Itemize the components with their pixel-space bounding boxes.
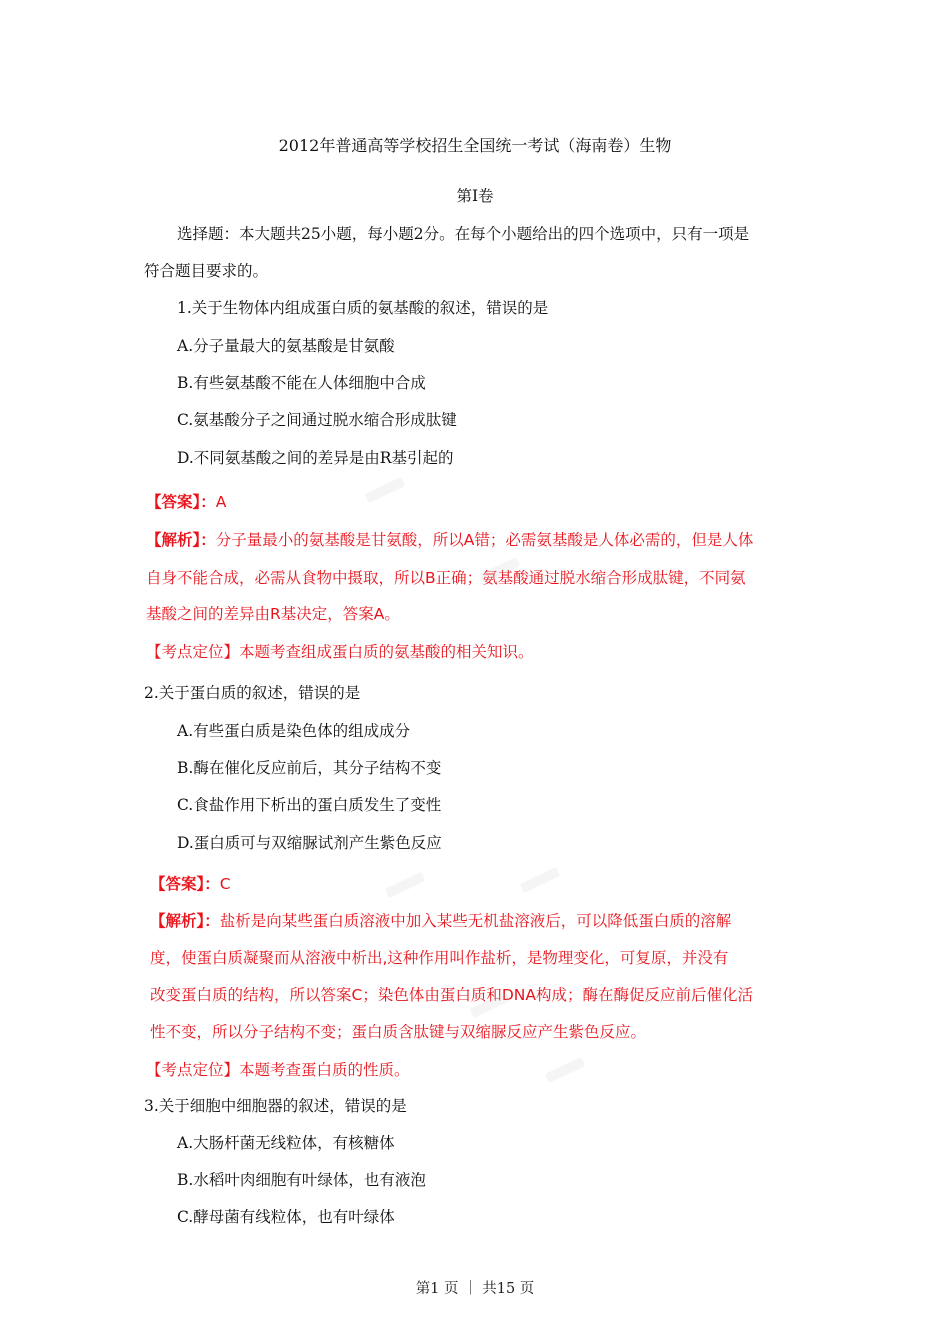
watermark-mark xyxy=(385,872,425,898)
watermark-mark xyxy=(520,867,560,893)
point-label: 【考点定位】 xyxy=(146,643,240,661)
analysis-text: 盐析是向某些蛋白质溶液中加入某些无机盐溶液后，可以降低蛋白质的溶解 xyxy=(219,912,732,930)
answer-label: 【答案】： xyxy=(150,875,220,893)
document-title: 2012年普通高等学校招生全国统一考试（海南卷）生物 xyxy=(278,136,672,155)
watermark-mark xyxy=(365,477,405,503)
question-1-analysis-line-1 xyxy=(146,530,753,550)
instructions-line-1: 选择题：本大题共25小题，每小题2分。在每个小题给出的四个选项中，只有一项是 xyxy=(177,225,750,243)
question-2-point xyxy=(146,1060,410,1080)
analysis-label: 【解析】： xyxy=(146,531,216,549)
page-footer: 第1 页 ｜ 共15 页 xyxy=(415,1281,535,1297)
answer-value: A xyxy=(215,493,227,511)
question-1-analysis-line-3: 基酸之间的差异由R基决定，答案A。 xyxy=(146,605,400,623)
question-1-stem: 1.关于生物体内组成蛋白质的氨基酸的叙述，错误的是 xyxy=(177,299,549,317)
question-2-answer xyxy=(150,874,231,894)
question-2-option-b: B.酶在催化反应前后，其分子结构不变 xyxy=(177,759,442,777)
watermark-mark xyxy=(545,1057,585,1083)
question-1-point xyxy=(146,642,534,662)
analysis-text: 分子量最小的氨基酸是甘氨酸，所以A错；必需氨基酸是人体必需的，但是人体 xyxy=(215,531,754,549)
question-1-option-d: D.不同氨基酸之间的差异是由R基引起的 xyxy=(177,449,454,467)
question-1-answer xyxy=(146,492,226,512)
point-text: 本题考查蛋白质的性质。 xyxy=(239,1061,410,1079)
question-1-option-a: A.分子量最大的氨基酸是甘氨酸 xyxy=(177,337,395,355)
question-2-option-d: D.蛋白质可与双缩脲试剂产生紫色反应 xyxy=(177,834,442,852)
volume-heading: 第I卷 xyxy=(456,187,494,205)
question-2-option-c: C.食盐作用下析出的蛋白质发生了变性 xyxy=(177,796,442,814)
question-2-stem: 2.关于蛋白质的叙述，错误的是 xyxy=(144,684,361,702)
question-3-option-a: A.大肠杆菌无线粒体，有核糖体 xyxy=(177,1134,395,1152)
question-3-stem: 3.关于细胞中细胞器的叙述，错误的是 xyxy=(144,1097,407,1115)
question-2-option-a: A.有些蛋白质是染色体的组成成分 xyxy=(177,722,411,740)
question-3-option-b: B.水稻叶肉细胞有叶绿体，也有液泡 xyxy=(177,1171,426,1189)
question-1-analysis-line-2: 自身不能合成，必需从食物中摄取，所以B正确；氨基酸通过脱水缩合形成肽键，不同氨 xyxy=(146,569,746,587)
instructions-line-2: 符合题目要求的。 xyxy=(144,262,269,280)
answer-label: 【答案】： xyxy=(146,493,216,511)
answer-value: C xyxy=(219,875,231,893)
point-text: 本题考查组成蛋白质的氨基酸的相关知识。 xyxy=(239,643,534,661)
point-label: 【考点定位】 xyxy=(146,1061,240,1079)
analysis-label: 【解析】： xyxy=(150,912,220,930)
question-1-option-c: C.氨基酸分子之间通过脱水缩合形成肽键 xyxy=(177,411,457,429)
question-2-analysis-line-3: 改变蛋白质的结构，所以答案C；染色体由蛋白质和DNA构成；酶在酶促反应前后催化活 xyxy=(150,986,753,1004)
question-2-analysis-line-1 xyxy=(150,911,731,931)
question-3-option-c: C.酵母菌有线粒体，也有叶绿体 xyxy=(177,1208,395,1226)
question-1-option-b: B.有些氨基酸不能在人体细胞中合成 xyxy=(177,374,426,392)
question-2-analysis-line-2: 度，使蛋白质凝聚而从溶液中析出,这种作用叫作盐析，是物理变化，可复原，并没有 xyxy=(150,949,729,967)
question-2-analysis-line-4: 性不变，所以分子结构不变；蛋白质含肽键与双缩脲反应产生紫色反应。 xyxy=(150,1023,647,1041)
